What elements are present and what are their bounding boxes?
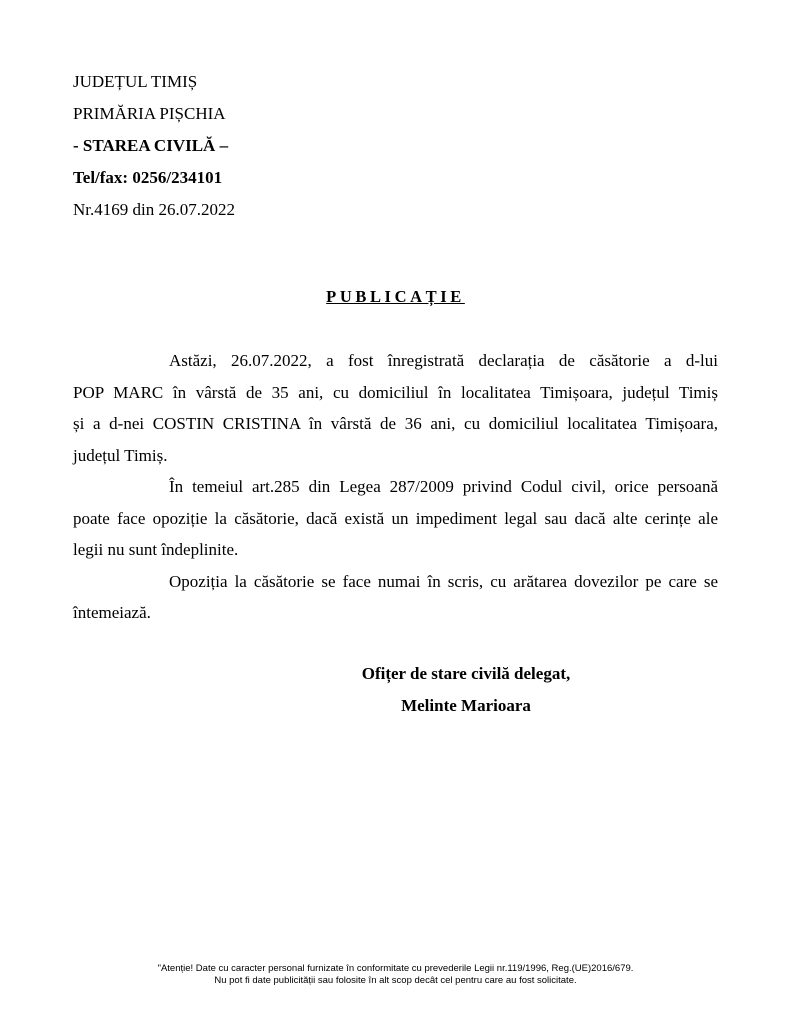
signatory-name: Melinte Marioara <box>401 696 531 715</box>
department-name: - STAREA CIVILĂ – <box>73 136 229 155</box>
paragraph-legal-basis <box>73 471 718 566</box>
paragraph-line: Astăzi, 26.07.2022, a fost înregistrată declarația de căsătorie a d-lui <box>169 351 718 370</box>
paragraph-line: legii nu sunt îndeplinite. <box>73 540 239 559</box>
paragraph-line: În temeiul art.285 din Legea 287/2009 privind Codul civil, orice persoană <box>169 477 718 496</box>
reference-number: Nr.4169 din 26.07.2022 <box>73 200 235 219</box>
phone-number: Tel/fax: 0256/234101 <box>73 168 223 187</box>
paragraph-opposition <box>73 566 718 629</box>
paragraph-line: și a d-nei COSTIN CRISTINA în vârstă de 36 ani, cu domiciliul localitatea Timișoara, <box>73 414 718 433</box>
paragraph-line: întemeiază. <box>73 603 151 622</box>
paragraph-line: județul Timiș. <box>73 445 168 465</box>
signatory-role: Ofițer de stare civilă delegat, <box>361 664 571 683</box>
privacy-notice-line: Nu pot fi date publicității sau folosite în alt scop decât cel pentru care au fost solicitate. <box>214 975 577 986</box>
signature-block <box>260 658 672 722</box>
county-name: JUDEȚUL TIMIȘ <box>73 72 198 91</box>
paragraph-line: Opoziția la căsătorie se face numai în scris, cu arătarea dovezilor pe care se <box>169 571 718 591</box>
privacy-notice-line: "Atenție! Date cu caracter personal furnizate în conformitate cu prevederile Legii nr.119/1996, Reg.(UE)2016/679. <box>157 963 634 974</box>
paragraph-line: poate face opoziție la căsătorie, dacă există un impediment legal sau dacă alte cerințe ale <box>73 508 718 528</box>
town-hall-name: PRIMĂRIA PIȘCHIA <box>73 104 226 123</box>
paragraph-line: POP MARC în vârstă de 35 ani, cu domiciliul în localitatea Timișoara, județul Timiș <box>73 382 718 402</box>
document-title: PUBLICAȚIE <box>326 287 465 306</box>
document-header <box>73 66 235 226</box>
paragraph-declaration <box>73 345 718 471</box>
privacy-notice <box>0 963 791 987</box>
document-body <box>73 345 718 629</box>
